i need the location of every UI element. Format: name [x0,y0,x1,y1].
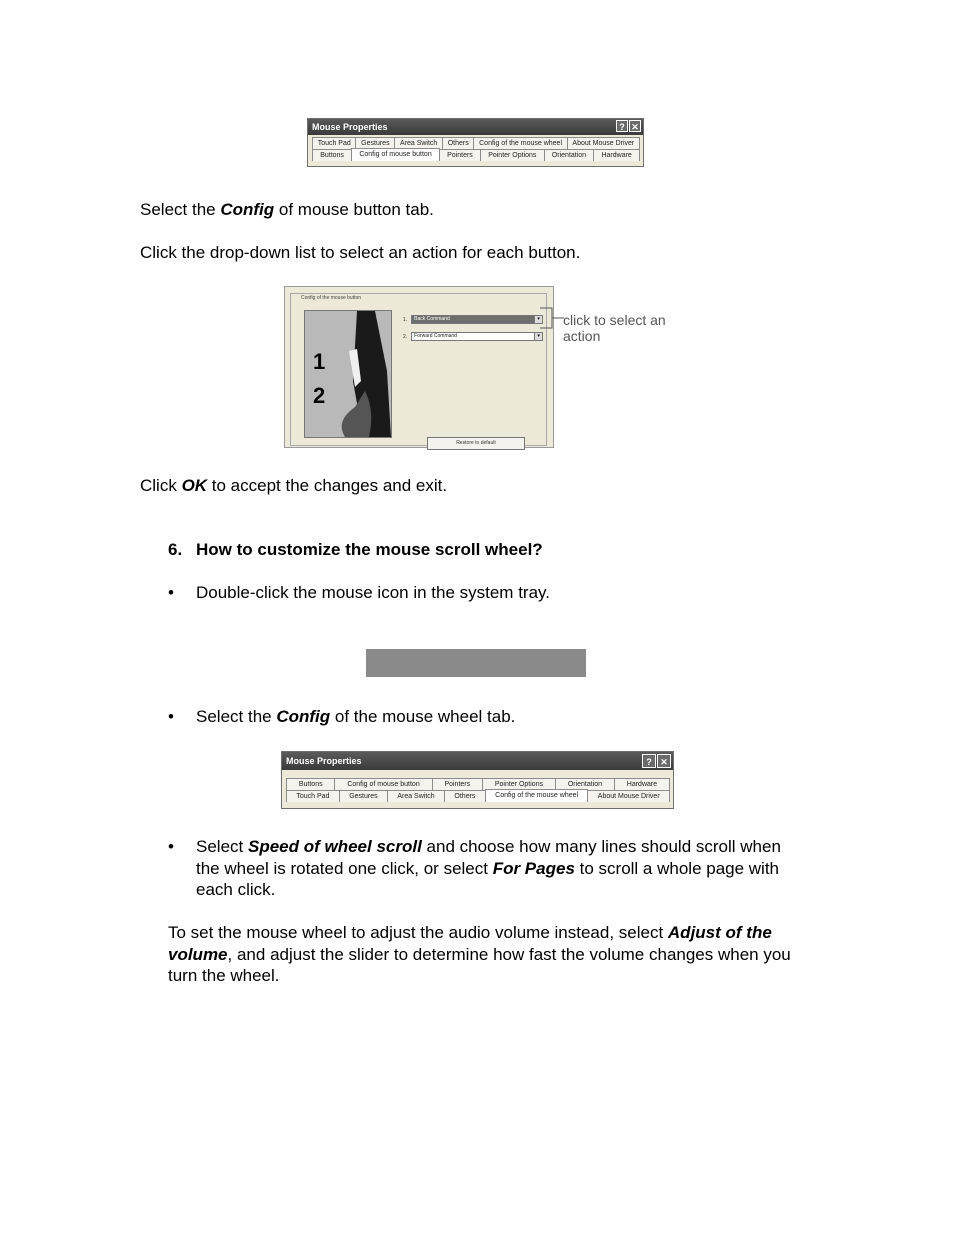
tab-buttons[interactable]: Buttons [312,149,352,161]
tab-row-back [308,135,643,149]
help-button[interactable]: ? [642,754,656,768]
button-row-2 [403,332,543,341]
tab-pointers[interactable]: Pointers [439,149,481,161]
row-number: 2. [403,333,408,340]
mouse-properties-dialog-wheel [281,751,674,809]
tab-hardware[interactable]: Hardware [614,778,670,790]
mouse-label-1: 1 [313,349,326,374]
close-button[interactable]: ✕ [629,120,641,132]
callout-text: click to select an action [563,312,666,344]
bullet-3: • Select Speed of wheel scroll and choose how many lines should scroll when the wheel is rotated one click, or select For Pages to scroll a whole page with each click. [168,837,781,899]
tab-touch-pad[interactable]: Touch Pad [286,790,340,802]
tab-config-button[interactable]: Config of mouse button [334,778,432,790]
dialog-title: Mouse Properties [312,122,388,132]
instruction-click-ok: Click OK to accept the changes and exit. [140,476,448,495]
restore-default-button[interactable]: Restore to default [427,437,525,450]
dialog-titlebar [282,752,673,770]
tab-about-driver[interactable]: About Mouse Driver [567,137,640,149]
bullet-1: • Double-click the mouse icon in the system tray. [168,583,550,602]
tab-config-button[interactable]: Config of mouse button [351,148,440,161]
tab-pointers[interactable]: Pointers [432,778,483,790]
dialog-title: Mouse Properties [286,756,362,766]
dialog-titlebar [308,119,643,135]
mouse-properties-dialog-button [307,118,644,167]
tab-gestures[interactable]: Gestures [355,137,395,149]
bullet-2: • Select the Config of the mouse wheel tab. [168,707,516,726]
tab-orientation[interactable]: Orientation [544,149,595,161]
close-button[interactable]: ✕ [657,754,671,768]
help-button[interactable]: ? [616,120,628,132]
tab-others[interactable]: Others [444,790,486,802]
button-config-group [290,293,547,446]
volume-paragraph: To set the mouse wheel to adjust the audio volume instead, select Adjust of the volume, and adjust the slider to determine how fast the volume changes when you turn the wheel. [168,923,791,985]
tab-row-back [282,770,673,790]
tab-orientation[interactable]: Orientation [555,778,615,790]
tab-about-driver[interactable]: About Mouse Driver [587,790,670,802]
button1-action-select[interactable]: Back Command ▾ [411,315,543,324]
section-heading: 6. How to customize the mouse scroll wheel? [168,540,543,559]
group-label: Config of the mouse button [301,295,362,301]
chevron-down-icon: ▾ [534,333,542,340]
tab-pointer-options[interactable]: Pointer Options [480,149,545,161]
tab-row-front [308,149,643,161]
tab-buttons[interactable]: Buttons [286,778,335,790]
instruction-select-config-button: Select the Config of mouse button tab. [140,200,434,219]
tab-others[interactable]: Others [442,137,474,149]
chevron-down-icon: ▾ [534,316,542,323]
tab-hardware[interactable]: Hardware [593,149,640,161]
button2-action-select[interactable]: Forward Command ▾ [411,332,543,341]
tab-row-front [282,790,673,802]
row-number: 1. [403,316,408,323]
tab-config-wheel[interactable]: Config of the mouse wheel [473,137,567,149]
tab-config-wheel[interactable]: Config of the mouse wheel [485,789,589,802]
tab-area-switch[interactable]: Area Switch [394,137,443,149]
tab-touch-pad[interactable]: Touch Pad [312,137,356,149]
mouse-label-2: 2 [313,383,326,408]
highlight-circle [366,649,586,677]
tab-gestures[interactable]: Gestures [339,790,388,802]
button-row-1 [403,315,543,324]
instruction-dropdown: Click the drop-down list to select an action for each button. [140,243,581,262]
mouse-side-image [304,310,392,438]
tab-area-switch[interactable]: Area Switch [387,790,445,802]
button-config-panel [284,286,554,448]
callout-bracket [540,305,564,331]
tab-pointer-options[interactable]: Pointer Options [482,778,556,790]
